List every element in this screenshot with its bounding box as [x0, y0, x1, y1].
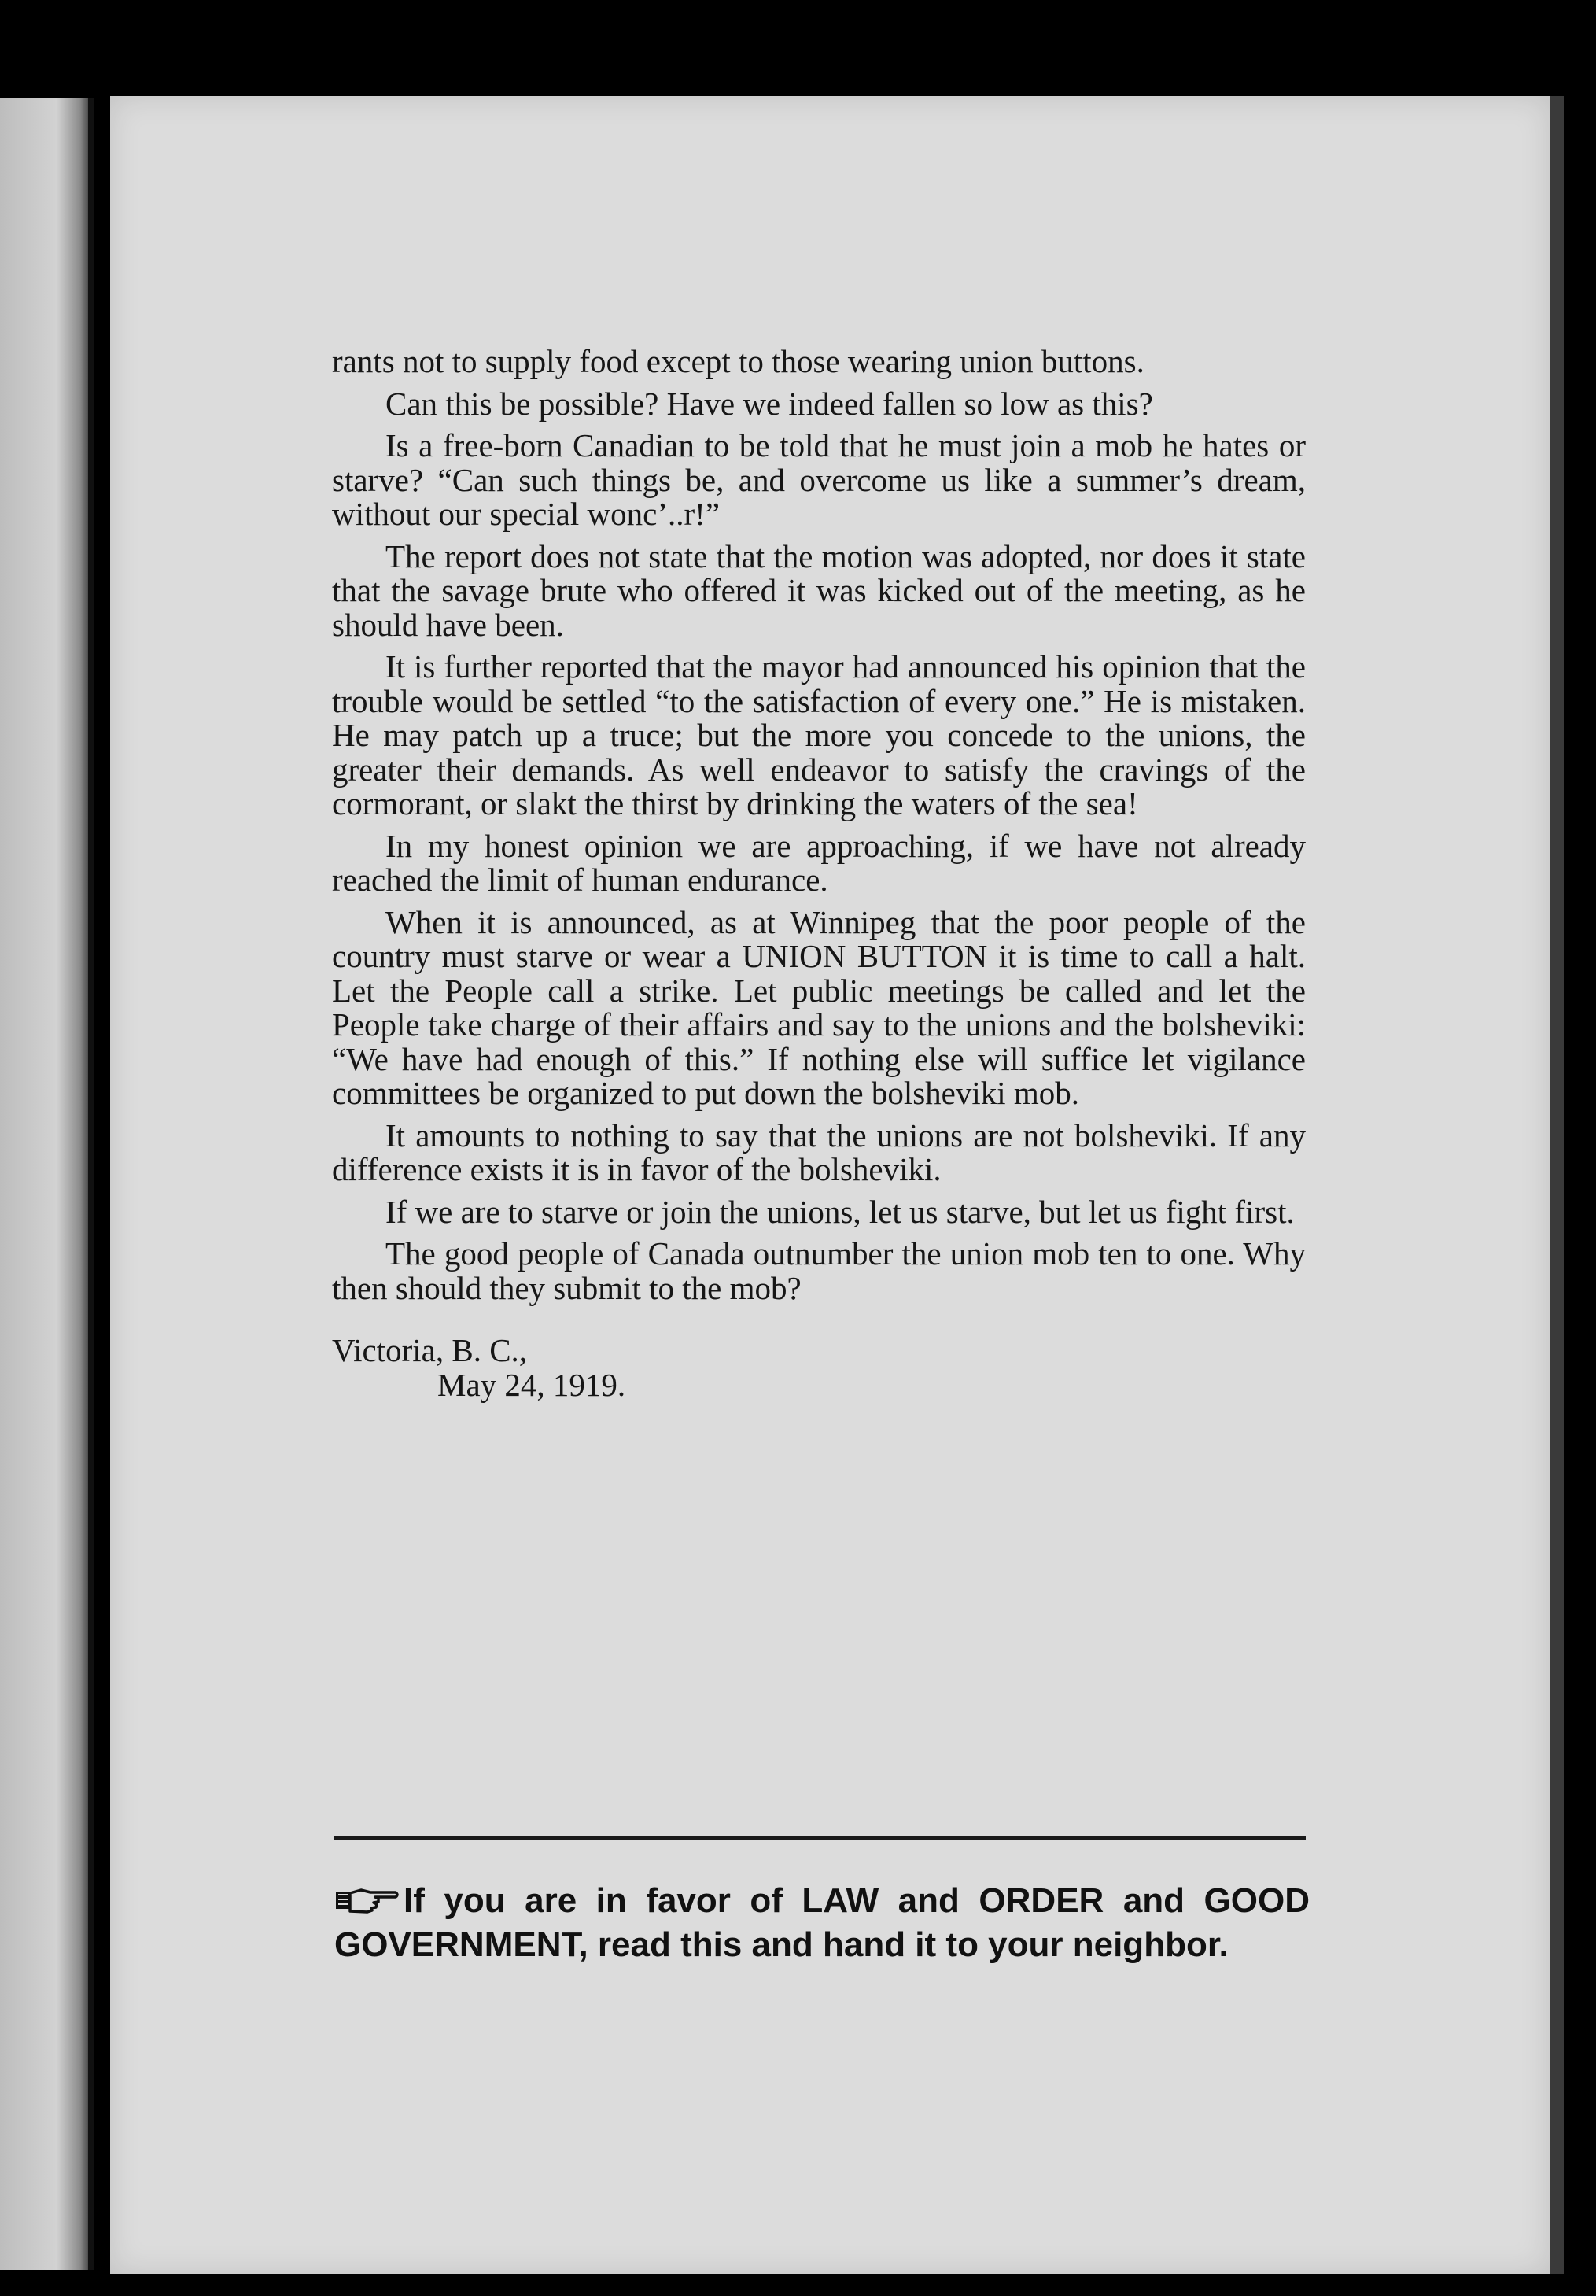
signoff-place: Victoria, B. C.,: [332, 1332, 528, 1368]
paragraph: Can this be possible? Have we indeed fallen so low as this?: [385, 385, 1153, 422]
paragraph: It is further reported that the mayor had announced his opinion that the trouble would be settled “to the satisfaction of every one.” He is mistaken. He may patch up a truce; but the more you concede to the unions, the greater their demands. As well endeavor to satisfy the cravings of the cormorant, or slakt the thirst by drinking the waters of the sea!: [332, 648, 1306, 821]
paragraph: The report does not state that the motion was adopted, nor does it state that the savage brute who offered it was kicked out of the meeting, as he should have been.: [332, 537, 1306, 643]
signoff-date: May 24, 1919.: [437, 1366, 626, 1403]
footer-notice: [334, 1879, 1310, 1967]
signoff: [332, 1334, 1306, 1402]
paragraph: When it is announced, as at Winnipeg that the poor people of the country must starve or wear a UNION BUTTON it is time to call a halt. Let the People call a strike. Let public meetings be called and let the People take charge of their affairs and say to the unions and the bolsheviki: “We have had enough of this.” If nothing else will suffice let vigilance committees be organized to put down the bolsheviki mob.: [332, 903, 1306, 1111]
paragraph: Is a free-born Canadian to be told that he must join a mob he hates or starve? “Can such things be, and overcome us like a summer’s dream, without our special wonc’..r!”: [332, 427, 1306, 532]
paragraph: If we are to starve or join the unions, let us starve, but let us fight first.: [385, 1193, 1295, 1230]
paragraph: rants not to supply food except to those wearing union buttons.: [332, 343, 1144, 379]
page-right-edge: [1550, 96, 1564, 2274]
page-fold-edge: [88, 98, 94, 2270]
pointing-hand-icon: [334, 1882, 399, 1912]
body-text: [332, 345, 1306, 1402]
horizontal-rule: [334, 1836, 1306, 1840]
footer-text: If you are in favor of LAW and ORDER and GOOD GOVERNMENT, read this and hand it to your neighbor.: [334, 1881, 1310, 1964]
paragraph: In my honest opinion we are approaching, if we have not already reached the limit of human endurance.: [332, 827, 1306, 898]
paragraph: The good people of Canada outnumber the union mob ten to one. Why then should they submit to the mob?: [332, 1235, 1306, 1306]
paragraph: It amounts to nothing to say that the unions are not bolsheviki. If any difference exists it is in favor of the bolsheviki.: [332, 1117, 1306, 1187]
adjacent-page-strip: [0, 98, 94, 2270]
